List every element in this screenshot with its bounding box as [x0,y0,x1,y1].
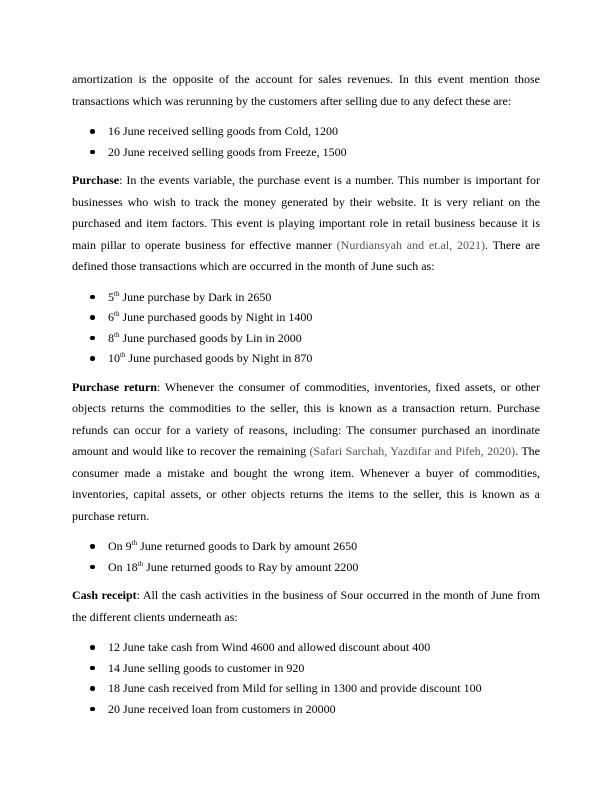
cash-receipt-heading: Cash receipt [72,588,137,602]
list-item: On 18th June returned goods to Ray by amount 2200 [90,557,540,578]
list-item: 20 June received selling goods from Freeze, 1500 [90,142,540,163]
cash-receipt-paragraph: Cash receipt: All the cash activities in the business of Sour occurred in the month of June from the different clients underneath as: [72,588,540,624]
citation: (Nurdiansyah and et.al, 2021) [336,237,485,252]
citation: (Safari Sarchah, Yazdifar and Pifeh, 2020) [309,444,516,458]
list-item: 20 June received loan from customers in 20000 [90,699,540,720]
purchase-return-heading: Purchase return [72,379,157,394]
list-item: 16 June received selling goods from Cold, 1200 [90,121,540,142]
cash-receipt-list [72,637,540,719]
purchase-list [72,287,540,369]
sales-returns-list [72,121,540,162]
purchase-return-paragraph: Purchase return: Whenever the consumer of commodities, inventories, fixed assets, or other objects returns the commodities to the seller, this is known as a transaction return. Purchase refunds can occur for a variety of reasons, including: The consumer purchased an inordinate amount and would like to recover the remaining (Safari Sarchah, Yazdifar and Pifeh, 2020). The consumer made a mistake and bought the wrong item. Whenever a buyer of commodities, inventories, capital assets, or other objects returns the items to the seller, this is known as a purchase return. [72,379,540,523]
list-item: 12 June take cash from Wind 4600 and allowed discount about 400 [90,637,540,658]
list-item: 5th June purchase by Dark in 2650 [90,287,540,308]
list-item: 6th June purchased goods by Night in 1400 [90,307,540,328]
purchase-heading: Purchase [72,173,120,187]
list-item: 8th June purchased goods by Lin in 2000 [90,328,540,349]
list-item: 10th June purchased goods by Night in 870 [90,348,540,369]
purchase-paragraph: Purchase: In the events variable, the purchase event is a number. This number is important for businesses who wish to track the money generated by their website. It is very reliant on the purchased and item factors. This event is playing important role in retail business because it is main pillar to operate business for effective manner (Nurdiansyah and et.al, 2021). There are defined those transactions which are occurred in the month of June such as: [72,173,540,273]
purchase-return-list [72,536,540,577]
list-item: 14 June selling goods to customer in 920 [90,658,540,679]
list-item: 18 June cash received from Mild for selling in 1300 and provide discount 100 [90,678,540,699]
intro-paragraph: amortization is the opposite of the account for sales revenues. In this event mention those transactions which was rerunning by the customers after selling due to any defect these are: [72,72,540,108]
list-item: On 9th June returned goods to Dark by amount 2650 [90,536,540,557]
